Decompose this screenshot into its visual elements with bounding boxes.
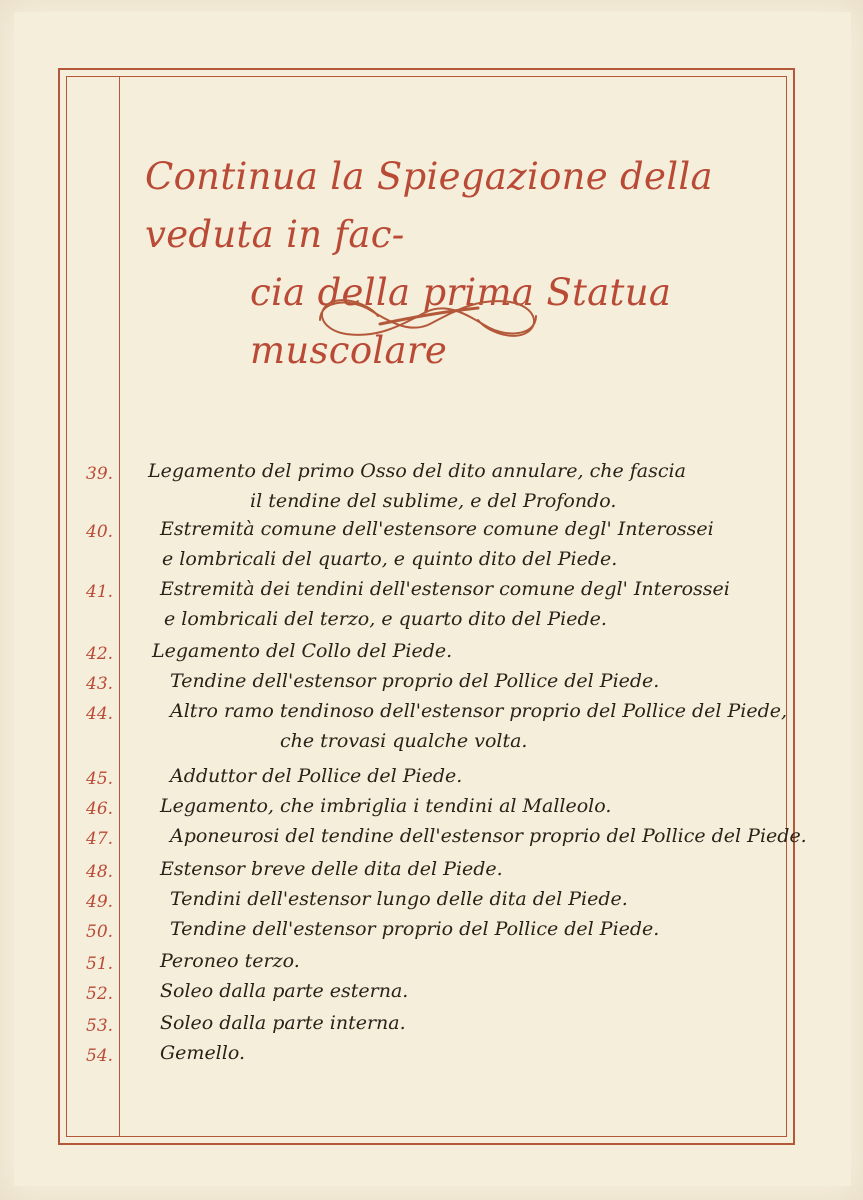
entry-number: 52. <box>86 984 114 1004</box>
entry-number: 43. <box>86 674 114 694</box>
entry-number: 44. <box>86 704 114 724</box>
entry-number: 54. <box>86 1046 114 1066</box>
entry-text-line: Legamento del Collo del Piede. <box>152 640 453 662</box>
entry-number: 49. <box>86 892 114 912</box>
entry-text-line: Estremità comune dell'estensore comune degl' Interossei <box>160 518 714 540</box>
entry-number: 50. <box>86 922 114 942</box>
entry-number: 45. <box>86 769 114 789</box>
entry-text-line: Tendine dell'estensor proprio del Pollice del Piede. <box>170 918 660 940</box>
entry-number: 48. <box>86 862 114 882</box>
title-line-1: Continua la Spiegazione della veduta in fac- <box>145 155 713 256</box>
entry-text-line: Tendine dell'estensor proprio del Pollice del Piede. <box>170 670 660 692</box>
entry-text-line: Tendini dell'estensor lungo delle dita del Piede. <box>170 888 628 910</box>
entry-number: 39. <box>86 464 114 484</box>
entry-number: 40. <box>86 522 114 542</box>
entry-text-line: Altro ramo tendinoso dell'estensor proprio del Pollice del Piede, <box>170 700 788 722</box>
entry-number: 53. <box>86 1016 114 1036</box>
flourish-ornament <box>310 290 546 346</box>
entry-text-line: e lombricali del quarto, e quinto dito del Piede. <box>162 548 618 570</box>
entry-text-line: Legamento del primo Osso del dito annulare, che fascia <box>148 460 686 482</box>
entry-text-line: che trovasi qualche volta. <box>280 730 528 752</box>
margin-rule-line <box>119 76 120 1137</box>
entry-text-line: Legamento, che imbriglia i tendini al Malleolo. <box>160 795 612 817</box>
entry-text-line: Peroneo terzo. <box>160 950 300 972</box>
entry-number: 47. <box>86 829 114 849</box>
entry-text-line: il tendine del sublime, e del Profondo. <box>250 490 617 512</box>
entry-number: 41. <box>86 582 114 602</box>
entry-text-line: Soleo dalla parte interna. <box>160 1012 406 1034</box>
entry-number: 42. <box>86 644 114 664</box>
entry-number: 51. <box>86 954 114 974</box>
entry-text-line: Estensor breve delle dita del Piede. <box>160 858 503 880</box>
entry-number: 46. <box>86 799 114 819</box>
entry-text-line: Adduttor del Pollice del Piede. <box>170 765 463 787</box>
entry-text-line: Aponeurosi del tendine dell'estensor proprio del Pollice del Piede. <box>170 825 807 847</box>
entry-text-line: Estremità dei tendini dell'estensor comune degl' Interossei <box>160 578 730 600</box>
title-line-2: cia della prima Statua muscolare <box>250 271 672 372</box>
entry-text-line: e lombricali del terzo, e quarto dito del Piede. <box>164 608 607 630</box>
entry-text-line: Gemello. <box>160 1042 245 1064</box>
entry-text-line: Soleo dalla parte esterna. <box>160 980 409 1002</box>
